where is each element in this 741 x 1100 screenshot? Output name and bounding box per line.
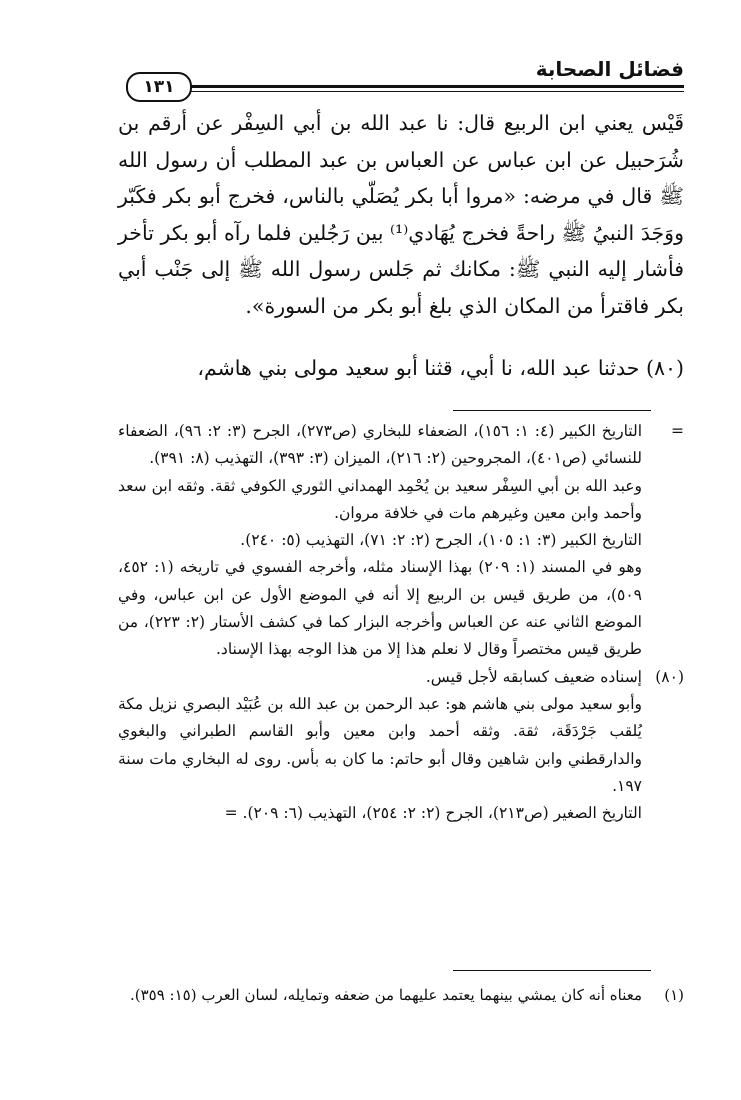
hadith-80-heading [118, 350, 684, 386]
footnote-text: معناه أنه كان يمشي بينهما يعتمد عليهما من ضعفه وتمايله، لسان العرب (١٥: ٣٥٩). [129, 986, 642, 1004]
note-paragraph: التاريخ الكبير (٤: ١: ١٥٦)، الضعفاء للبخاري (ص٢٧٣)، الجرح (٣: ٢: ٩٦)، الضعفاء للنسائي (ص٤٠١)، المجروحين (٢: ٢١٦)، الميزان (٣: ٣٩٣)، التهذيب (٨: ٣٩١). [118, 422, 643, 468]
note-paragraph: إسناده ضعيف كسابقه لأجل قيس. [425, 667, 642, 686]
note-paragraph: وهو في المسند (١: ٢٠٩) بهذا الإسناد مثله، وأخرجه الفسوي في تاريخه (١: ٤٥٢، ٥٠٩)، من طريق قيس بن الربيع إلا أنه في الموضع الأول عن ابن عباس، وفي الموضع الثاني عنه عن العباس وأخرجه البزار كما في كشف الأستار (٢: ٢٢٣)، من طريق قيس مختصراً وقال لا نعلم هذا إلا من هذا الوجه بهذا الإسناد. [118, 558, 643, 659]
header-rule-thin [188, 91, 684, 92]
note-paragraph: التاريخ الكبير (٣: ١: ١٠٥)، الجرح (٢: ٢: ٧١)، التهذيب (٥: ٢٤٠). [240, 531, 642, 550]
footnote [118, 982, 684, 1009]
note-marker: = [671, 422, 684, 440]
footnote-row [118, 982, 684, 1009]
note-paragraph: التاريخ الصغير (ص٢١٣)، الجرح (٢: ٢: ٢٥٤)، التهذيب (٦: ٢٠٩). = [224, 804, 642, 823]
footnote-separator [453, 970, 651, 971]
notes-section [118, 418, 684, 827]
note-body [118, 664, 642, 828]
main-text [118, 105, 684, 324]
hadith-80-text: (٨٠) حدثنا عبد الله، نا أبي، قثنا أبو سعيد مولى بني هاشم، [197, 356, 684, 380]
page-title: فضائل الصحابة [535, 57, 684, 81]
note-body [118, 418, 642, 664]
page-number: ١٣١ [143, 77, 175, 97]
notes-separator [453, 410, 651, 411]
note-paragraph: وعبد الله بن أبي السِفْر سعيد بن يُحْمِد الهمداني الثوري الكوفي ثقة. وثقه ابن سعد وأحمد وابن معين وغيرهم مات في خلافة مروان. [118, 476, 642, 522]
note-paragraph: وأبو سعيد مولى بني هاشم هو: عبد الرحمن بن عبد الله بن عُبَيْد البصري نزيل مكة يُلقب جَرْدَقَة، ثقة. وثقه أحمد وابن معين وأبو القاسم الطبراني والبغوي والدارقطني وابن شاهين وقال أبو حاتم: ما كان به بأس. روى له البخاري مات سنة ١٩٧. [118, 694, 642, 795]
page-header [118, 55, 684, 95]
footnote-marker: (١) [664, 986, 684, 1004]
main-paragraph: قَيْس يعني ابن الربيع قال: نا عبد الله بن أبي السِفْر عن أرقم بن شُرَحبيل عن ابن عباس عن العباس بن عبد المطلب أن رسول الله ﷺ قال في مرضه: «مروا أبا بكر يُصَلّي بالناس، فخرج أبو بكر فكَبّر ووَجَدَ النبيُ ﷺ راحةً فخرج يُهَادي⁽¹⁾ بين رَجُلين فلما رآه أبو بكر تأخر فأشار إليه النبي ﷺ: مكانك ثم جَلس رسول الله ﷺ إلى جَنْب أبي بكر فاقترأ من المكان الذي بلغ أبو بكر من السورة». [118, 111, 684, 318]
note-80 [118, 664, 684, 828]
header-rule [188, 85, 684, 88]
page-number-badge [126, 72, 192, 102]
note-marker: (٨٠) [655, 667, 684, 686]
note-continued [118, 418, 684, 664]
